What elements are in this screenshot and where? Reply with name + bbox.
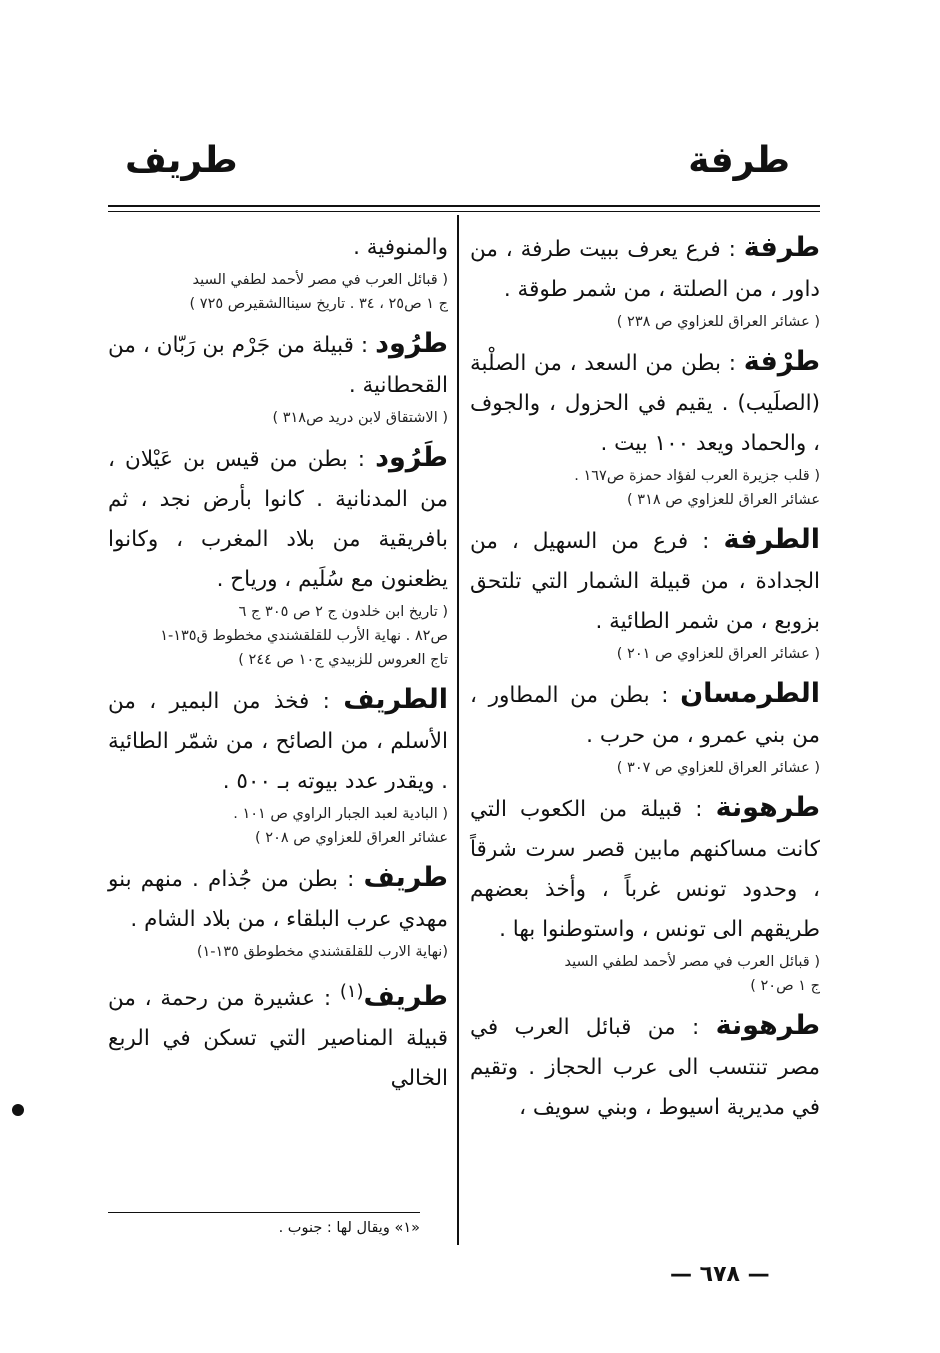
entry-text: [470, 520, 820, 642]
entry-body: : بطن من قيس بن عَيْلان ، من المدنانية . كانوا بأرض نجد ، ثم بافريقية من بلاد المغرب ، وكانوا يظعنون مع سُلَيم ، ورياح .: [108, 447, 448, 592]
entry-headword: الطرفة: [723, 524, 820, 555]
entry-headword: طرُود: [375, 328, 448, 359]
entry-body: والمنوفية .: [353, 235, 448, 260]
entry-text: [108, 438, 448, 600]
entry-body: : فخذ من البمير ، من الأسلم ، من الصائح ، من شمّر الطائية . ويقدر عدد بيوته بـ ٥٠٠ .: [108, 689, 448, 794]
entry-body: : فرع من السهيل ، من الجدادة ، من قبيلة الشمار التي تلتحق بزوبع ، من شمر الطائية .: [470, 529, 820, 634]
entry-reference: ( عشائر العراق للعزاوي ص ٢٣٨ ): [616, 314, 820, 330]
dictionary-entry: [108, 972, 448, 1099]
dictionary-entry: [470, 674, 820, 780]
dictionary-entry: [470, 788, 820, 998]
entry-headword: طرهونة: [715, 792, 820, 823]
entry-reference: ( الاشتقاق لابن دريد ص٣١٨ ): [272, 410, 448, 426]
footnote-rule: [108, 1212, 420, 1213]
entry-body: : بطن من جُذام . منهم بنو مهدي عرب البلقاء ، من بلاد الشام .: [108, 867, 448, 932]
entry-headword: الطرمسان: [680, 678, 820, 709]
entry-body: : من قبائل العرب في مصر تنتسب الى عرب الحجاز . وتقيم في مديرية اسيوط ، وبني سويف ،: [470, 1015, 820, 1120]
entry-text: [108, 324, 448, 406]
dictionary-entry: [470, 228, 820, 334]
entry-headword: طريف: [363, 862, 448, 893]
dictionary-entry: [470, 342, 820, 512]
dictionary-entry: [470, 520, 820, 666]
footnote-marker: (١): [339, 981, 364, 1002]
entry-reference: ج ١ ص٢٠ ): [750, 978, 820, 994]
entry-text: [470, 342, 820, 464]
entry-headword: طَرُود: [375, 442, 448, 473]
entry-reference: ص٨٢ . نهاية الأرب للقلقشندي مخطوط ق١٣٥-١: [160, 628, 448, 644]
entry-reference: ( عشائر العراق للعزاوي ص ٢٠١ ): [616, 646, 820, 662]
entry-headword: طرْفة: [743, 346, 820, 377]
header-rule-thin: [108, 211, 820, 212]
entry-text: [108, 858, 448, 940]
entry-reference: عشائر العراق للعزاوي ص ٢٠٨ ): [255, 830, 448, 846]
entry-body: : قبيلة من الكعوب التي كانت مساكنهم مابين قصر سرت شرقاً ، وحدود تونس غرباً ، وأخذ بعضهم طريقهم الى تونس ، واستوطنوا بها .: [470, 797, 820, 942]
entry-reference: ( البادية لعبد الجبار الراوي ص ١٠١ .: [233, 806, 448, 822]
entry-text: [108, 972, 448, 1099]
entry-headword: طرهونة: [715, 1010, 820, 1041]
column-separator: [457, 215, 459, 1245]
entry-text: [108, 228, 448, 268]
entry-reference: (نهاية الارب للقلقشندي مخطوطق ١٣٥-١): [196, 944, 448, 960]
entry-text: [470, 228, 820, 310]
footnote: «١» ويقال لها : جنوب .: [278, 1220, 420, 1236]
entry-reference: تاج العروس للزبيدي ج١٠ ص ٢٤٤ ): [238, 652, 448, 668]
entry-reference: ( قبائل العرب في مصر لأحمد لطفي السيد: [564, 954, 820, 970]
dictionary-entry: [108, 324, 448, 430]
entry-headword: الطريف: [343, 684, 448, 715]
entry-text: [470, 788, 820, 950]
dictionary-entry: [470, 1006, 820, 1128]
running-head-right: طرفة: [688, 140, 790, 181]
entry-headword: طريف: [363, 981, 448, 1013]
entry-reference: ( تاريخ ابن خلدون ج ٢ ص ٣٠٥ ج ٦: [238, 604, 448, 620]
dictionary-entry: [108, 858, 448, 964]
page-number: — ٦٧٨ —: [670, 1262, 770, 1287]
entry-text: [470, 674, 820, 756]
entry-body: : بطن من المطاور ، من بني عمرو ، من حرب .: [470, 683, 820, 748]
right-column: [470, 228, 820, 1136]
entry-reference: ( عشائر العراق للعزاوي ص ٣٠٧ ): [616, 760, 820, 776]
dictionary-entry: [108, 680, 448, 850]
left-column: [108, 228, 448, 1107]
entry-text: [470, 1006, 820, 1128]
dictionary-entry: [108, 228, 448, 316]
entry-reference: ج ١ ص٢٥ ، ٣٤ . تاريخ سيناالشقيرص ٧٢٥ ): [189, 296, 448, 312]
entry-reference: ( قلب جزيرة العرب لفؤاد حمزة ص١٦٧ .: [574, 468, 820, 484]
entry-reference: عشائر العراق للعزاوي ص ٣١٨ ): [627, 492, 820, 508]
entry-body: : عشيرة من رحمة ، من قبيلة المناصير التي تسكن في الربع الخالي: [108, 986, 448, 1092]
entry-body: : بطن من السعد ، من الصلْبة (الصلَيب) . يقيم في الحزول ، والجوف ، والحماد ويعد ١٠٠ بيت .: [470, 351, 820, 456]
dictionary-entry: [108, 438, 448, 672]
header-rule: [108, 205, 820, 207]
entry-body: : قبيلة من جَرْم بن رَبّان ، من القحطانية .: [108, 333, 448, 398]
running-head-left: طريف: [125, 140, 238, 181]
entry-headword: طرفة: [743, 232, 820, 263]
margin-dot: [12, 1104, 24, 1116]
entry-text: [108, 680, 448, 802]
entry-body: : فرع يعرف ببيت طرفة ، من داور ، من الصلتة ، من شمر طوقة .: [470, 237, 820, 302]
entry-reference: ( قبائل العرب في مصر لأحمد لطفي السيد: [192, 272, 448, 288]
